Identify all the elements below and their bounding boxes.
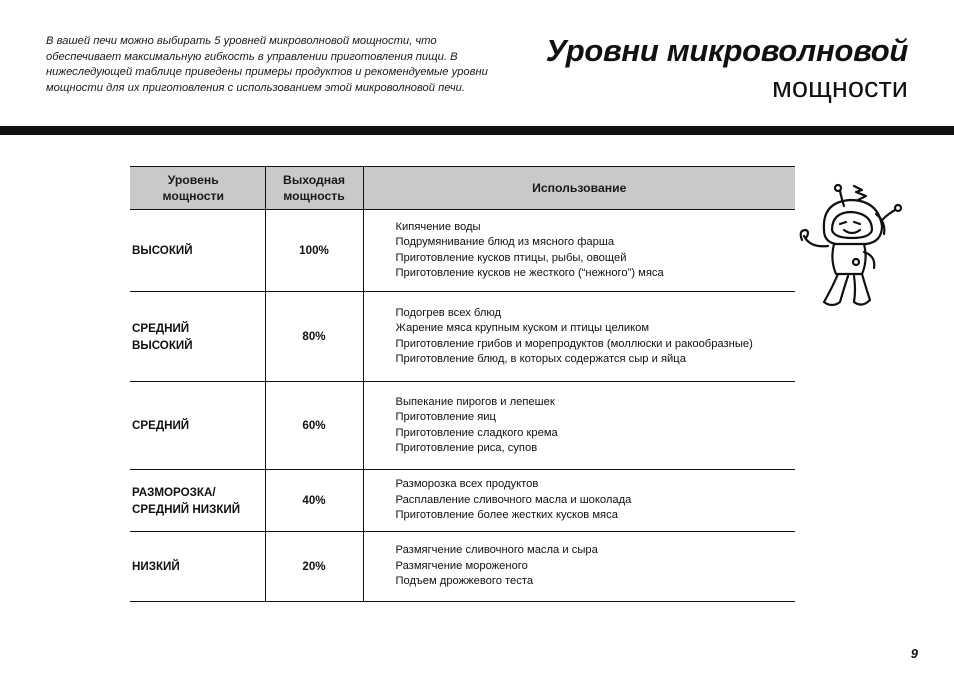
row-power-level-line1: СРЕДНИЙ (132, 419, 190, 432)
header-power-level-line2: мощности (162, 189, 224, 203)
row-output-value: 40% (265, 470, 363, 532)
row-power-level (130, 532, 265, 602)
table-row (130, 382, 795, 470)
row-power-level-line2: ВЫСОКИЙ (132, 338, 193, 352)
usage-item: Разморозка всех продуктов (395, 478, 539, 491)
body-button-icon (853, 259, 859, 265)
antenna-line (840, 191, 844, 206)
row-power-level (130, 292, 265, 382)
page-title (546, 32, 908, 106)
leg (824, 274, 848, 305)
usage-item: Жарение мяса крупным куском и птицы целиком (395, 322, 650, 335)
mascot-illustration (796, 178, 916, 314)
header-power-level (130, 167, 265, 210)
face-window (832, 212, 872, 238)
intro-text: В вашей печи можно выбирать 5 уровней микроволновой мощности, что обеспечивает максимальную гибкость в управлении приготовления пищи. В нижеследующей таблице приведены примеры продуктов и рекомендуемые уровни мощности для их приготовления с использованием этой микроволновой печи. (46, 35, 488, 94)
header-usage: Использование (363, 167, 795, 210)
row-power-level-line1: ВЫСОКИЙ (132, 244, 193, 257)
usage-item: Приготовление грибов и морепродуктов (моллюски и ракообразные) (395, 337, 753, 350)
usage-item: Приготовление блюд, в которых содержатся сыр и яйца (395, 352, 686, 365)
antenna-line (882, 210, 895, 220)
page-title-line2: мощности (771, 72, 908, 104)
header-output-power-line1: Выходная (283, 173, 345, 187)
table-row (130, 210, 795, 292)
row-power-level (130, 382, 265, 470)
usage-item: Приготовление риса, супов (395, 441, 538, 454)
head-side (876, 214, 884, 234)
row-output-value: 100% (265, 210, 363, 292)
row-power-level (130, 210, 265, 292)
body-shape (832, 244, 865, 274)
row-usage-list (363, 470, 795, 532)
page-number: 9 (910, 646, 918, 661)
usage-item: Выпекание пирогов и лепешек (395, 395, 555, 408)
row-power-level-line1: РАЗМОРОЗКА/ (132, 485, 216, 499)
power-levels-table (130, 166, 795, 602)
row-output-value: 20% (265, 532, 363, 602)
row-usage-list (363, 532, 795, 602)
table-row (130, 470, 795, 532)
leg (854, 274, 870, 305)
row-power-level (130, 470, 265, 532)
usage-item: Подъем дрожжевого теста (395, 575, 534, 588)
row-usage-list (363, 382, 795, 470)
header-output-power-line2: мощность (283, 189, 345, 203)
eyes-icon (840, 222, 860, 224)
table-row (130, 532, 795, 602)
usage-item: Кипячение воды (395, 220, 481, 233)
row-power-level-line1: НИЗКИЙ (132, 560, 180, 573)
table-row (130, 292, 795, 382)
smile-icon (844, 230, 860, 233)
usage-item: Расплавление сливочного масла и шоколада (395, 493, 632, 506)
table-header-row (130, 167, 795, 210)
usage-item: Приготовление кусков птицы, рыбы, овощей (395, 251, 627, 264)
row-usage-list (363, 292, 795, 382)
row-power-level-line1: СРЕДНИЙ (132, 321, 190, 335)
header-power-level-line1: Уровень (167, 173, 219, 187)
usage-item: Подрумянивание блюд из мясного фарша (395, 236, 615, 249)
usage-item: Приготовление сладкого крема (395, 426, 558, 439)
usage-item: Приготовление более жестких кусков мяса (395, 509, 618, 522)
usage-item: Размягчение сливочного масла и сыра (395, 544, 598, 557)
row-power-level-line2: СРЕДНИЙ НИЗКИЙ (132, 502, 241, 516)
usage-item: Размягчение мороженого (395, 559, 528, 572)
row-usage-list (363, 210, 795, 292)
usage-item: Приготовление кусков не жесткого (“нежного”) мяса (395, 266, 664, 279)
row-output-value: 60% (265, 382, 363, 470)
page-title-line1: Уровни микроволновой (545, 33, 908, 68)
row-output-value: 80% (265, 292, 363, 382)
zigzag-icon (854, 186, 866, 200)
usage-item: Подогрев всех блюд (395, 306, 502, 319)
usage-item: Приготовление яиц (395, 411, 496, 424)
header-divider (0, 126, 954, 135)
header-output-power (265, 167, 363, 210)
